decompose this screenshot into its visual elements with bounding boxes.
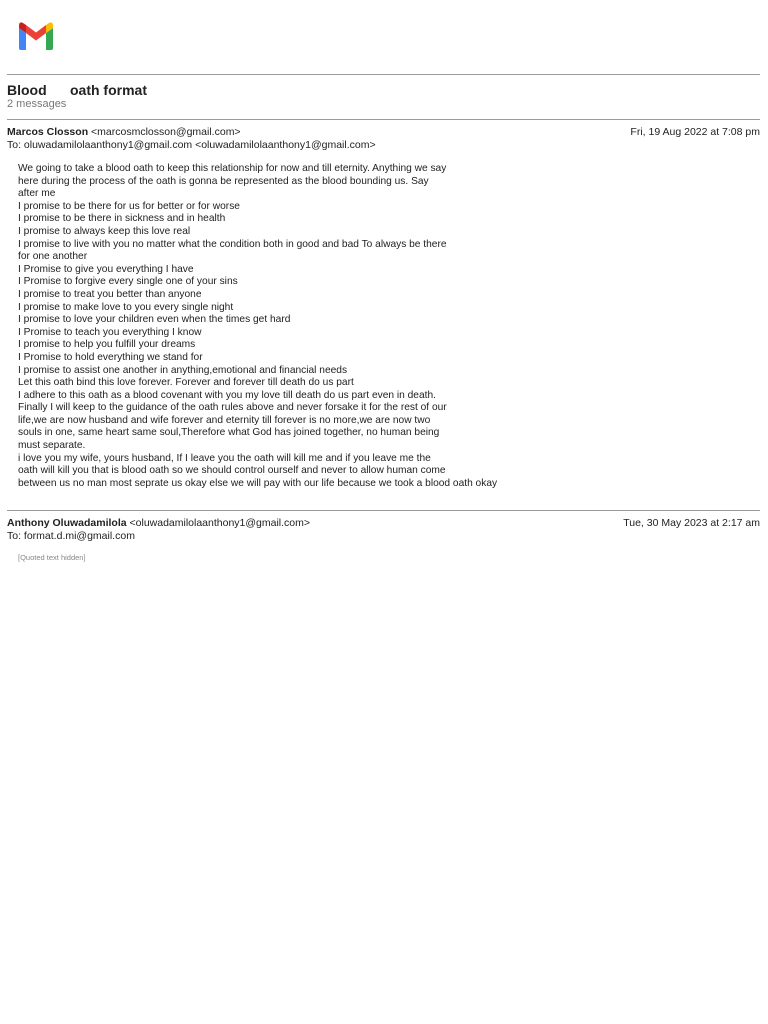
message-2-recipient: To: format.d.mi@gmail.com	[7, 530, 135, 542]
body-line: I Promise to forgive every single one of your sins	[18, 276, 238, 288]
sender-name: Marcos Closson	[7, 126, 89, 138]
message-count: 2 messages	[7, 98, 67, 110]
body-line: I Promise to teach you everything I know	[18, 326, 202, 338]
body-line: I promise to always keep this love real	[18, 225, 191, 237]
body-line: I promise to be there for us for better or for worse	[18, 200, 240, 212]
sender-email: <oluwadamilolaanthony1@gmail.com>	[129, 517, 311, 529]
body-line: between us no man most seprate us okay else we will pay with our life because we took a blood oath okay	[18, 477, 498, 489]
thread-subject: Blood oath format	[7, 82, 147, 98]
body-line: I promise to be there in sickness and in health	[18, 213, 226, 225]
body-line: I promise to love your children even when the times get hard	[18, 314, 291, 326]
body-line: I Promise to give you everything I have	[18, 263, 194, 275]
body-line: for one another	[18, 251, 88, 263]
body-line: I promise to treat you better than anyone	[18, 288, 202, 300]
body-line: I promise to help you fulfill your dreams	[18, 339, 196, 351]
body-line: after me	[18, 188, 56, 200]
body-line: I promise to make love to you every single night	[18, 301, 234, 313]
body-line: We going to take a blood oath to keep this relationship for now and till eternity. Anything we say	[18, 163, 447, 174]
message-2-date: Tue, 30 May 2023 at 2:17 am	[623, 517, 760, 529]
gmail-logo-icon	[16, 20, 56, 52]
message-divider-1	[7, 119, 760, 120]
message-2-sender	[7, 517, 310, 529]
body-line: I Promise to hold everything we stand for	[18, 351, 203, 363]
sender-email: <marcosmclosson@gmail.com>	[91, 126, 241, 138]
body-line: I promise to assist one another in anything,emotional and financial needs	[18, 364, 348, 376]
body-line: i love you my wife, yours husband, If I leave you the oath will kill me and if you leave me the	[18, 452, 431, 464]
body-line: oath will kill you that is blood oath so we should control ourself and never to allow human come	[18, 465, 446, 477]
message-1-body	[18, 163, 518, 490]
body-line: I promise to live with you no matter what the condition both in good and bad To always be there	[18, 238, 447, 250]
message-divider-2	[7, 510, 760, 511]
body-line: here during the process of the oath is gonna be represented as the blood bounding us. Say	[18, 175, 429, 187]
body-line: life,we are now husband and wife forever and eternity till forever is no more,we are now two	[18, 414, 431, 426]
body-line: Let this oath bind this love forever. Forever and forever till death do us part	[18, 377, 354, 389]
message-1-sender	[7, 126, 241, 138]
body-line: Finally I will keep to the guidance of the oath rules above and never forsake it for the rest of our	[18, 402, 447, 414]
body-line: must separate.	[18, 440, 86, 452]
quoted-text-hidden[interactable]: [Quoted text hidden]	[18, 553, 86, 562]
sender-name: Anthony Oluwadamilola	[7, 517, 127, 529]
body-line: souls in one, same heart same soul,Therefore what God has joined together, no human being	[18, 427, 440, 439]
body-line: I adhere to this oath as a blood covenant with you my love till death do us part even in death.	[18, 389, 436, 401]
message-1-date: Fri, 19 Aug 2022 at 7:08 pm	[630, 126, 760, 138]
header-divider	[7, 74, 760, 75]
message-1-recipient: To: oluwadamilolaanthony1@gmail.com <oluwadamilolaanthony1@gmail.com>	[7, 139, 376, 151]
